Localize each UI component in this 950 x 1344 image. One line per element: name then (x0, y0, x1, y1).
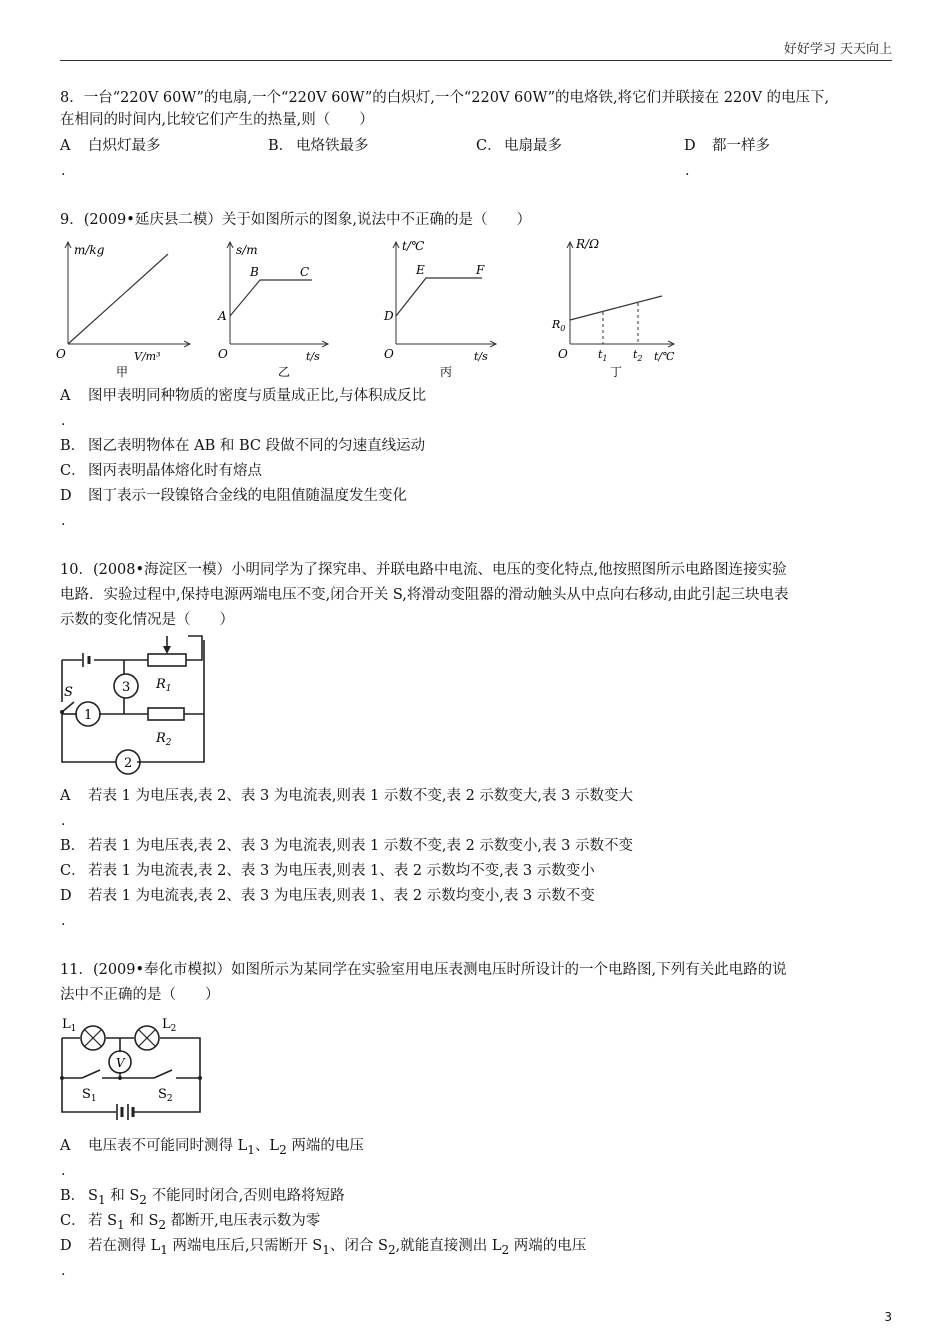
q8-option-d-text: 都一样多 (712, 138, 770, 154)
graph-yi-point-b: B (250, 265, 259, 279)
q11-option-d (60, 1236, 586, 1260)
graph-ding-caption: 丁 (610, 365, 623, 378)
q11-option-d-sub-1: 1 (160, 1242, 168, 1257)
graph-bing-caption: 丙 (440, 365, 453, 378)
q11-s1-label: $S_1$ (82, 1087, 97, 1104)
graph-bing (383, 239, 496, 378)
q10-r1-resistor (148, 654, 186, 666)
q8-option-c (476, 136, 562, 156)
graph-bing-ylabel: t/℃ (402, 239, 425, 253)
q11-l2-label: $L_2$ (162, 1017, 177, 1034)
q11-option-b-sub-2: 2 (139, 1192, 147, 1207)
graph-jia (56, 242, 190, 378)
q8-option-b-letter: B． (268, 138, 294, 154)
q11-option-a (60, 1136, 364, 1160)
q10-stem-line2: 电路．实验过程中,保持电源两端电压不变,闭合开关 S,将滑动变阻器的滑动触头从中点向右移动,由此引起三块电表 (60, 587, 789, 603)
q11-option-d-text-4: ,就能直接测出 L (395, 1238, 502, 1254)
q10-option-d-text: 若表 1 为电流表,表 2、表 3 为电压表,则表 1、表 2 示数均变小,表 3 示数不变 (88, 888, 595, 904)
graph-bing-line (396, 278, 482, 316)
q9-option-a-letter: A (60, 388, 71, 404)
q8-option-d-letter: D (684, 138, 696, 154)
graph-yi-point-a: A (218, 309, 227, 323)
q10-meter3-label: 3 (122, 680, 131, 695)
q11-option-d-sub-3: 2 (387, 1242, 396, 1257)
q11-option-a-letter: A (60, 1138, 71, 1154)
graph-bing-point-d: D (384, 309, 394, 323)
q9-option-d-dot: . (61, 513, 66, 529)
q10-option-b-letter: B． (60, 838, 86, 854)
graph-yi-point-c: C (300, 265, 310, 279)
graph-bing-point-f: F (476, 263, 485, 277)
q9-option-d-text: 图丁表示一段镍铬合金线的电阻值随温度发生变化 (88, 488, 407, 504)
q10-option-b-text: 若表 1 为电压表,表 2、表 3 为电流表,则表 1 示数不变,表 2 示数变小,表 3 示数不变 (88, 838, 633, 854)
q10-stem-line3: 示数的变化情况是（ ） (60, 612, 234, 628)
q8-option-a-letter: A (60, 138, 71, 154)
q10-option-d (60, 886, 595, 906)
q11-option-d-text-5: 两端的电压 (509, 1238, 587, 1254)
q10-switch-pivot (60, 710, 64, 714)
q11-option-d-letter: D (60, 1238, 72, 1254)
q8-option-c-text: 电扇最多 (504, 138, 562, 154)
q11-option-a-dot: . (61, 1163, 66, 1179)
q8-option-b-text: 电烙铁最多 (296, 138, 369, 154)
q9-option-b (60, 436, 425, 456)
q11-option-c (60, 1211, 320, 1235)
q9-option-c-text: 图丙表明晶体熔化时有熔点 (88, 463, 262, 479)
q11-voltmeter-label: V (116, 1056, 125, 1070)
graph-ding (551, 237, 675, 378)
q11-option-d-sub-2: 1 (322, 1242, 330, 1257)
graph-jia-xlabel: V/m³ (134, 350, 161, 363)
q10-stem-line1: 10．(2008•海淀区一模）小明同学为了探究串、并联电路中电流、电压的变化特点,他按照图所示电路图连接实验 (60, 562, 787, 578)
q11-option-d-text-1: 若在测得 L (88, 1238, 161, 1254)
q8-option-b (268, 136, 369, 156)
graph-bing-origin: O (384, 347, 394, 361)
graph-yi-origin: O (218, 347, 228, 361)
q11-option-a-sub-2: 2 (279, 1142, 287, 1157)
q11-option-b-text-2: 和 S (105, 1188, 140, 1204)
graph-ding-ylabel: R/Ω (576, 237, 600, 251)
q11-option-c-letter: C． (60, 1213, 86, 1229)
q11-option-c-text-3: 都断开,电压表示数为零 (166, 1213, 321, 1229)
q9-option-b-letter: B． (60, 438, 86, 454)
q8-stem-line1: 8．一台“220V 60W”的电扇,一个“220V 60W”的白炽灯,一个“220V 60W”的电烙铁,将它们并联接在 220V 的电压下, (60, 90, 830, 106)
q10-switch-blade (62, 702, 74, 712)
graph-jia-line (68, 254, 168, 344)
q10-meter2-label: 2 (124, 756, 133, 771)
q9-option-a (60, 386, 426, 406)
graph-jia-ylabel: m/kg (74, 243, 105, 257)
q11-option-b-text-1: S (88, 1188, 98, 1204)
page-number: 3 (884, 1310, 892, 1324)
q11-option-c-text-1: 若 S (88, 1213, 118, 1229)
q11-option-b-letter: B． (60, 1188, 86, 1204)
graph-jia-caption: 甲 (116, 365, 129, 378)
q10-circuit-diagram (52, 632, 216, 780)
q8-stem-line2: 在相同的时间内,比较它们产生的热量,则（ ） (60, 112, 374, 128)
graph-ding-t1: $t_1$ (598, 348, 608, 363)
graph-ding-xlabel: t/℃ (654, 350, 675, 363)
q9-option-b-text: 图乙表明物体在 AB 和 BC 段做不同的匀速直线运动 (88, 438, 426, 454)
q11-left-junction (60, 1076, 64, 1080)
q11-option-d-text-3: 、闭合 S (329, 1238, 388, 1254)
q11-stem-line2: 法中不正确的是（ ） (60, 987, 220, 1003)
q11-l1-label: $L_1$ (62, 1017, 77, 1034)
graph-ding-r0: $R_0$ (552, 318, 566, 333)
q11-circuit-diagram (54, 1012, 210, 1124)
graph-yi-caption: 乙 (278, 365, 291, 378)
q11-option-b-sub-1: 1 (97, 1192, 106, 1207)
q10-option-c (60, 861, 595, 881)
q11-right-junction (198, 1076, 202, 1080)
q10-option-b (60, 836, 633, 856)
q11-stem-line1: 11．(2009•奉化市模拟）如图所示为某同学在实验室用电压表测电压时所设计的一个电路图,下列有关此电路的说 (60, 962, 787, 978)
q11-s1-blade (82, 1070, 100, 1078)
q8-option-c-letter: C． (476, 138, 502, 154)
q9-option-a-dot: . (61, 413, 66, 429)
q11-option-a-text-2: 、L (254, 1138, 280, 1154)
q10-meter1-label: 1 (84, 708, 93, 723)
q11-option-c-text-2: 和 S (124, 1213, 159, 1229)
q9-graphs (50, 236, 710, 378)
q10-slider-arrowhead (163, 646, 171, 654)
q10-option-a-letter: A (60, 788, 71, 804)
graph-yi-xlabel: t/s (306, 350, 320, 363)
q9-option-c-letter: C． (60, 463, 86, 479)
graph-bing-xlabel: t/s (474, 350, 488, 363)
q10-rheostat-loop (186, 636, 202, 660)
q9-option-c (60, 461, 262, 481)
q11-option-a-text-1: 电压表不可能同时测得 L (88, 1138, 248, 1154)
q11-option-d-text-2: 两端电压后,只需断开 S (167, 1238, 323, 1254)
q11-s2-label: $S_2$ (158, 1087, 173, 1104)
graph-ding-line (570, 296, 662, 320)
q11-option-a-sub-1: 1 (247, 1142, 255, 1157)
q9-option-d (60, 486, 407, 506)
q11-option-d-dot: . (61, 1263, 66, 1279)
graph-ding-origin: O (558, 347, 568, 361)
q10-option-c-letter: C． (60, 863, 86, 879)
q9-option-d-letter: D (60, 488, 72, 504)
q8-option-a-dot: . (61, 163, 66, 179)
q11-s2-blade (154, 1070, 172, 1078)
q10-r2-resistor (148, 708, 184, 720)
q11-option-d-sub-4: 2 (501, 1242, 510, 1257)
q8-option-a (60, 136, 161, 156)
q10-option-c-text: 若表 1 为电流表,表 2、表 3 为电压表,则表 1、表 2 示数均不变,表 3 示数变小 (88, 863, 595, 879)
graph-ding-t2: $t_2$ (633, 348, 643, 363)
q9-stem: 9．(2009•延庆县二模）关于如图所示的图象,说法中不正确的是（ ） (60, 212, 531, 228)
q8-option-d-dot: . (685, 163, 690, 179)
q11-option-b-text-3: 不能同时闭合,否则电路将短路 (146, 1188, 345, 1204)
q10-option-d-dot: . (61, 913, 66, 929)
q10-switch-label: S (64, 685, 73, 700)
q11-option-b (60, 1186, 345, 1210)
graph-jia-origin: O (56, 347, 66, 361)
q11-option-a-text-3: 两端的电压 (286, 1138, 364, 1154)
page-header (60, 38, 892, 61)
graph-yi-ylabel: s/m (236, 243, 258, 257)
q9-option-a-text: 图甲表明同种物质的密度与质量成正比,与体积成反比 (88, 388, 427, 404)
q10-option-a-text: 若表 1 为电压表,表 2、表 3 为电流表,则表 1 示数不变,表 2 示数变大,表 3 示数变大 (88, 788, 633, 804)
q10-r1-label: $R_1$ (156, 677, 172, 694)
q11-middle-junction (118, 1076, 122, 1080)
q10-r2-label: $R_2$ (156, 731, 172, 748)
q8-option-a-text: 白炽灯最多 (88, 138, 161, 154)
graph-yi (217, 242, 328, 378)
q10-option-a (60, 786, 633, 806)
q11-option-c-sub-1: 1 (117, 1217, 125, 1232)
q10-option-d-letter: D (60, 888, 72, 904)
graph-bing-point-e: E (416, 263, 425, 277)
q10-option-a-dot: . (61, 813, 66, 829)
header-motto: 好好学习 天天向上 (783, 42, 892, 57)
q8-option-d (684, 136, 770, 156)
q11-option-c-sub-2: 2 (158, 1217, 167, 1232)
graph-yi-line (230, 280, 312, 316)
